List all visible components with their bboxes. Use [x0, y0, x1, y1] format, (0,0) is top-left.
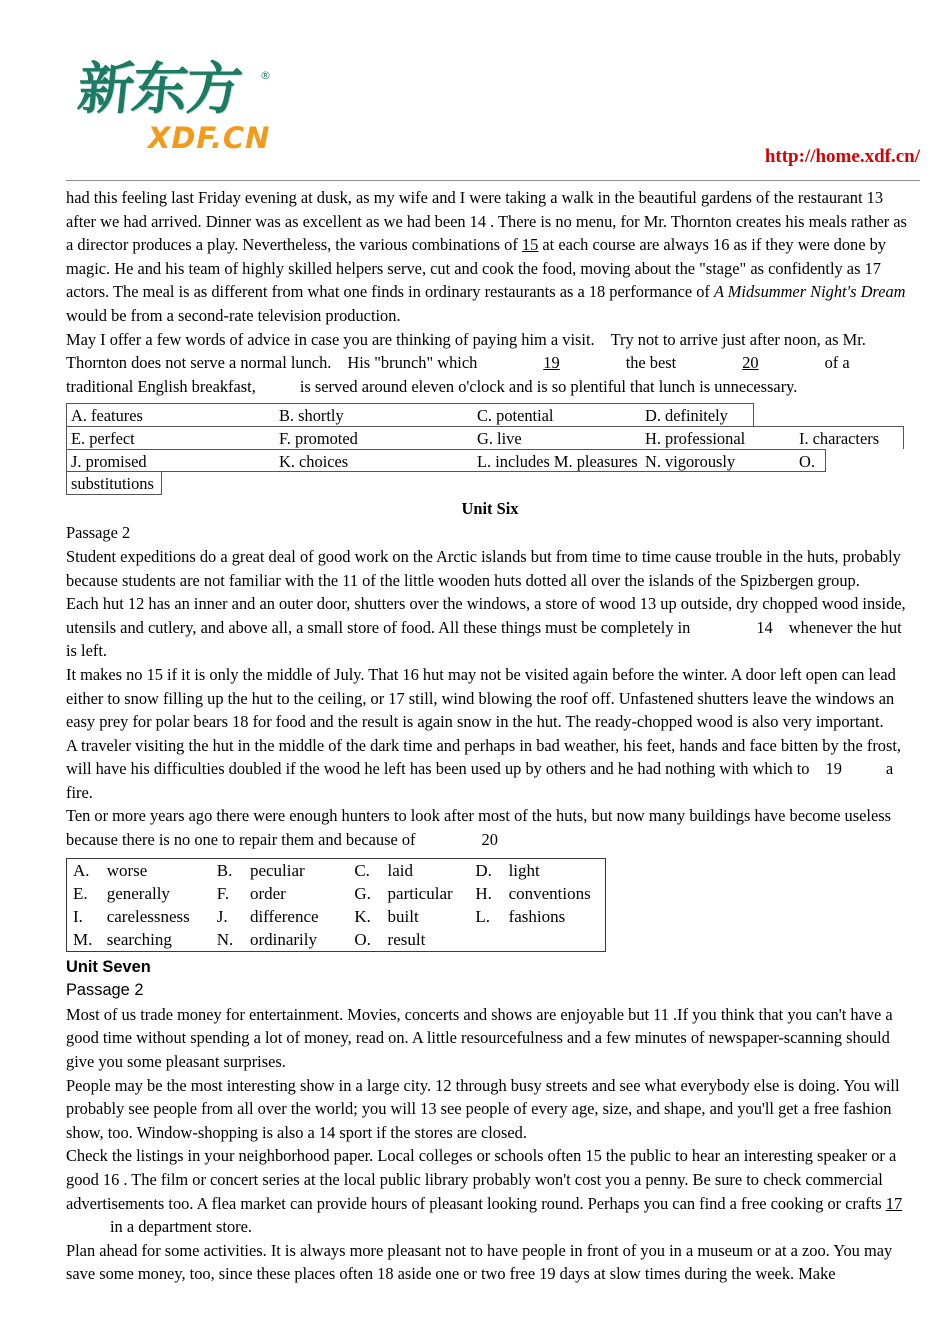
option-o-continuation: substitutions [71, 474, 154, 494]
page-header [0, 0, 950, 178]
blank-14: 14 [756, 617, 773, 637]
paragraph-text-cont: in a department store. [110, 1217, 253, 1237]
option-letter-g: G. [354, 883, 371, 903]
document-body [66, 186, 914, 1286]
option-j: J. promised [71, 452, 147, 472]
site-url-link[interactable]: http://home.xdf.cn/ [764, 146, 920, 167]
option-word-c: laid [387, 860, 414, 880]
option-word-f: order [249, 883, 286, 903]
option-b: B. shortly [279, 406, 344, 426]
paragraph-unit7-1: Most of us trade money for entertainment. Movies, concerts and shows are enjoyable but 11 .If you think that you can't have a good time without spending a lot of money, read on. A little resourcefulness and a few minutes of newspaper-scanning should give you some pleasant surprises. [66, 1004, 893, 1072]
table-row [66, 449, 826, 472]
paragraph-text: had this feeling last Friday evening at dusk, as my wife and I were taking a walk in the beautiful gardens of the restaurant 13 after we had arrived. Dinner was as excellent as we had been 14 . There is no menu, for Mr. Thornton creates his meals rather as a director produces a play. Nevertheless, the various combinations of 15 at each course are always 16 as if they were done by magic. He and his team of highly skilled helpers serve, cut and cook the food, moving about the "stage" as confidently as 17 actors. The meal is as different from what one finds in ordinary restaurants as a 18 performance of A Midsummer Night's Dream would be from a second-rate television production. [66, 188, 907, 325]
unit-seven-passage-label: Passage 2 [66, 981, 144, 1000]
registered-trademark-icon: ® [260, 69, 271, 82]
paragraph-unit6-3: It makes no 15 if it is only the middle of July. That 16 hut may not be visited again before the winter. A door left open can lead either to snow filling up the hut to the ceiling, or 17 still, wind blowing the roof off. Unfastened shutters leave the windows an easy prey for polar bears 18 for food and the result is again snow in the hut. The ready-chopped wood is also very important. [66, 664, 896, 732]
paragraph-text: Ten or more years ago there were enough hunters to look after most of the huts, but now many buildings have become useless because there is no one to repair them and because of [66, 806, 891, 850]
blank-17: 17 [885, 1193, 903, 1213]
unit-seven-title: Unit Seven [66, 957, 151, 976]
option-n: N. vigorously [645, 452, 736, 472]
blank-15: 15 [521, 235, 539, 255]
option-letter-o: O. [354, 929, 371, 949]
table-body [67, 858, 606, 951]
blank-20: 20 [742, 353, 759, 373]
blank-20-unit6: 20 [481, 830, 498, 850]
option-word-k: built [387, 906, 419, 926]
option-word-b: peculiar [249, 860, 305, 880]
paragraph-unit7-2: People may be the most interesting show in a large city. 12 through busy streets and see what everybody else is doing. You will probably see people from all over the world; you will 13 see people of every age, size, and shape, and you'll get a free fashion show, too. Window-shopping is also a 14 sport if the stores are closed. [66, 1075, 900, 1142]
header-divider [66, 180, 920, 181]
option-word-e: generally [106, 883, 170, 903]
play-title: A Midsummer Night's Dream [713, 282, 906, 302]
option-word-o: result [387, 929, 426, 949]
option-letter-l: L. [475, 906, 491, 926]
option-l-m: L. includes M. pleasures [477, 452, 638, 472]
option-word-n: ordinarily [249, 929, 317, 949]
option-letter-k: K. [354, 906, 371, 926]
table-row-overflow [66, 472, 162, 495]
advice-text-4: the best [625, 353, 677, 373]
advice-text-3: His "brunch" which [347, 353, 478, 373]
paragraph-unit5-advice [66, 328, 914, 399]
option-d: D. definitely [645, 406, 728, 426]
blank-19: 19 [543, 353, 560, 373]
paragraph-unit7-3 [66, 1144, 914, 1238]
table-row [67, 858, 606, 882]
option-e: E. perfect [71, 429, 135, 449]
paragraph-unit6-4 [66, 734, 914, 805]
option-letter-i: I. [73, 906, 83, 926]
paragraph-unit5-main [66, 186, 914, 328]
options-table-unit-six [66, 858, 606, 952]
option-letter-b: B. [216, 860, 233, 880]
option-word-m: searching [106, 929, 172, 949]
table-row [67, 905, 606, 928]
option-letter-empty [469, 928, 500, 952]
advice-text-2: Try not to arrive just after noon, as Mr. Thornton does not serve a normal lunch. [66, 329, 866, 373]
paragraph-unit6-5 [66, 804, 914, 851]
paragraph-text: Each hut 12 has an inner and an outer door, shutters over the windows, a store of wood 13 up outside, dry chopped wood inside, utensils and cutlery, and above all, a small store of food. All these things must be completely in [66, 594, 906, 637]
option-letter-d: D. [475, 860, 492, 880]
unit-six-passage-label: Passage 2 [66, 523, 131, 543]
option-word-h: conventions [508, 883, 591, 903]
advice-text-5: of a traditional English breakfast, [66, 353, 850, 396]
logo-latin-text: XDF.CN [148, 121, 271, 155]
paragraph-unit6-1: Student expeditions do a great deal of good work on the Arctic islands but from time to time cause trouble in the huts, probably because students are not familiar with the 11 of the little wooden huts dotted all over the islands of the Spizbergen group. [66, 546, 901, 590]
option-h: H. professional [645, 429, 746, 449]
option-letter-m: M. [73, 929, 93, 949]
options-table-unit-five [66, 403, 914, 495]
option-g: G. live [477, 429, 522, 449]
option-letter-h: H. [475, 883, 492, 903]
option-a: A. features [71, 406, 143, 426]
option-c: C. potential [477, 406, 554, 426]
option-letter-j: J. [216, 906, 228, 926]
option-word-g: particular [387, 883, 453, 903]
option-o: O. [799, 452, 815, 472]
paragraph-unit6-2 [66, 592, 914, 663]
blank-19-unit6: 19 [825, 759, 842, 779]
table-row [66, 426, 904, 449]
option-letter-c: C. [354, 860, 370, 880]
advice-text-6: is served around eleven o'clock and is so plentiful that lunch is unnecessary. [299, 376, 798, 396]
option-letter-n: N. [216, 929, 234, 949]
option-word-empty [501, 928, 606, 952]
unit-six-title: Unit Six [461, 499, 519, 519]
option-f: F. promoted [279, 429, 358, 449]
paragraph-unit7-4: Plan ahead for some activities. It is always more pleasant not to have people in front of you in a museum or at a zoo. You may save some money, too, since these places often 18 aside one or two free 19 days at slow times during the week. Make [66, 1240, 893, 1284]
option-word-j: difference [249, 906, 319, 926]
option-i: I. characters [799, 429, 880, 449]
advice-text-1: May I offer a few words of advice in case you are thinking of paying him a visit. [66, 329, 595, 349]
table-row [67, 882, 606, 905]
option-letter-f: F. [216, 883, 230, 903]
option-letter-e: E. [73, 883, 88, 903]
option-word-l: fashions [508, 906, 566, 926]
option-word-d: light [508, 860, 540, 880]
option-letter-a: A. [73, 860, 90, 880]
xdf-logo [74, 57, 288, 167]
logo-chinese-text: 新东方 [74, 57, 244, 122]
option-word-a: worse [106, 860, 148, 880]
table-row [66, 403, 754, 426]
paragraph-text: A traveler visiting the hut in the middle of the dark time and perhaps in bad weather, his feet, hands and face bitten by the frost, will have his difficulties doubled if the wood he left has been used up by others and he had nothing with which to [66, 735, 902, 779]
paragraph-text: Check the listings in your neighborhood paper. Local colleges or schools often 15 the public to hear an interesting speaker or a good 16 . The film or concert series at the local public library probably won't cost you a penny. Be sure to check commercial advertisements too. A flea market can provide hours of pleasant looking round. Perhaps you can find a free cooking or crafts [66, 1146, 897, 1213]
option-k: K. choices [279, 452, 349, 472]
paragraph-text-cont: a fire. [66, 759, 894, 802]
table-row [67, 928, 606, 952]
paragraph-text-cont: whenever the hut is left. [66, 617, 902, 661]
option-word-i: carelessness [106, 906, 190, 926]
